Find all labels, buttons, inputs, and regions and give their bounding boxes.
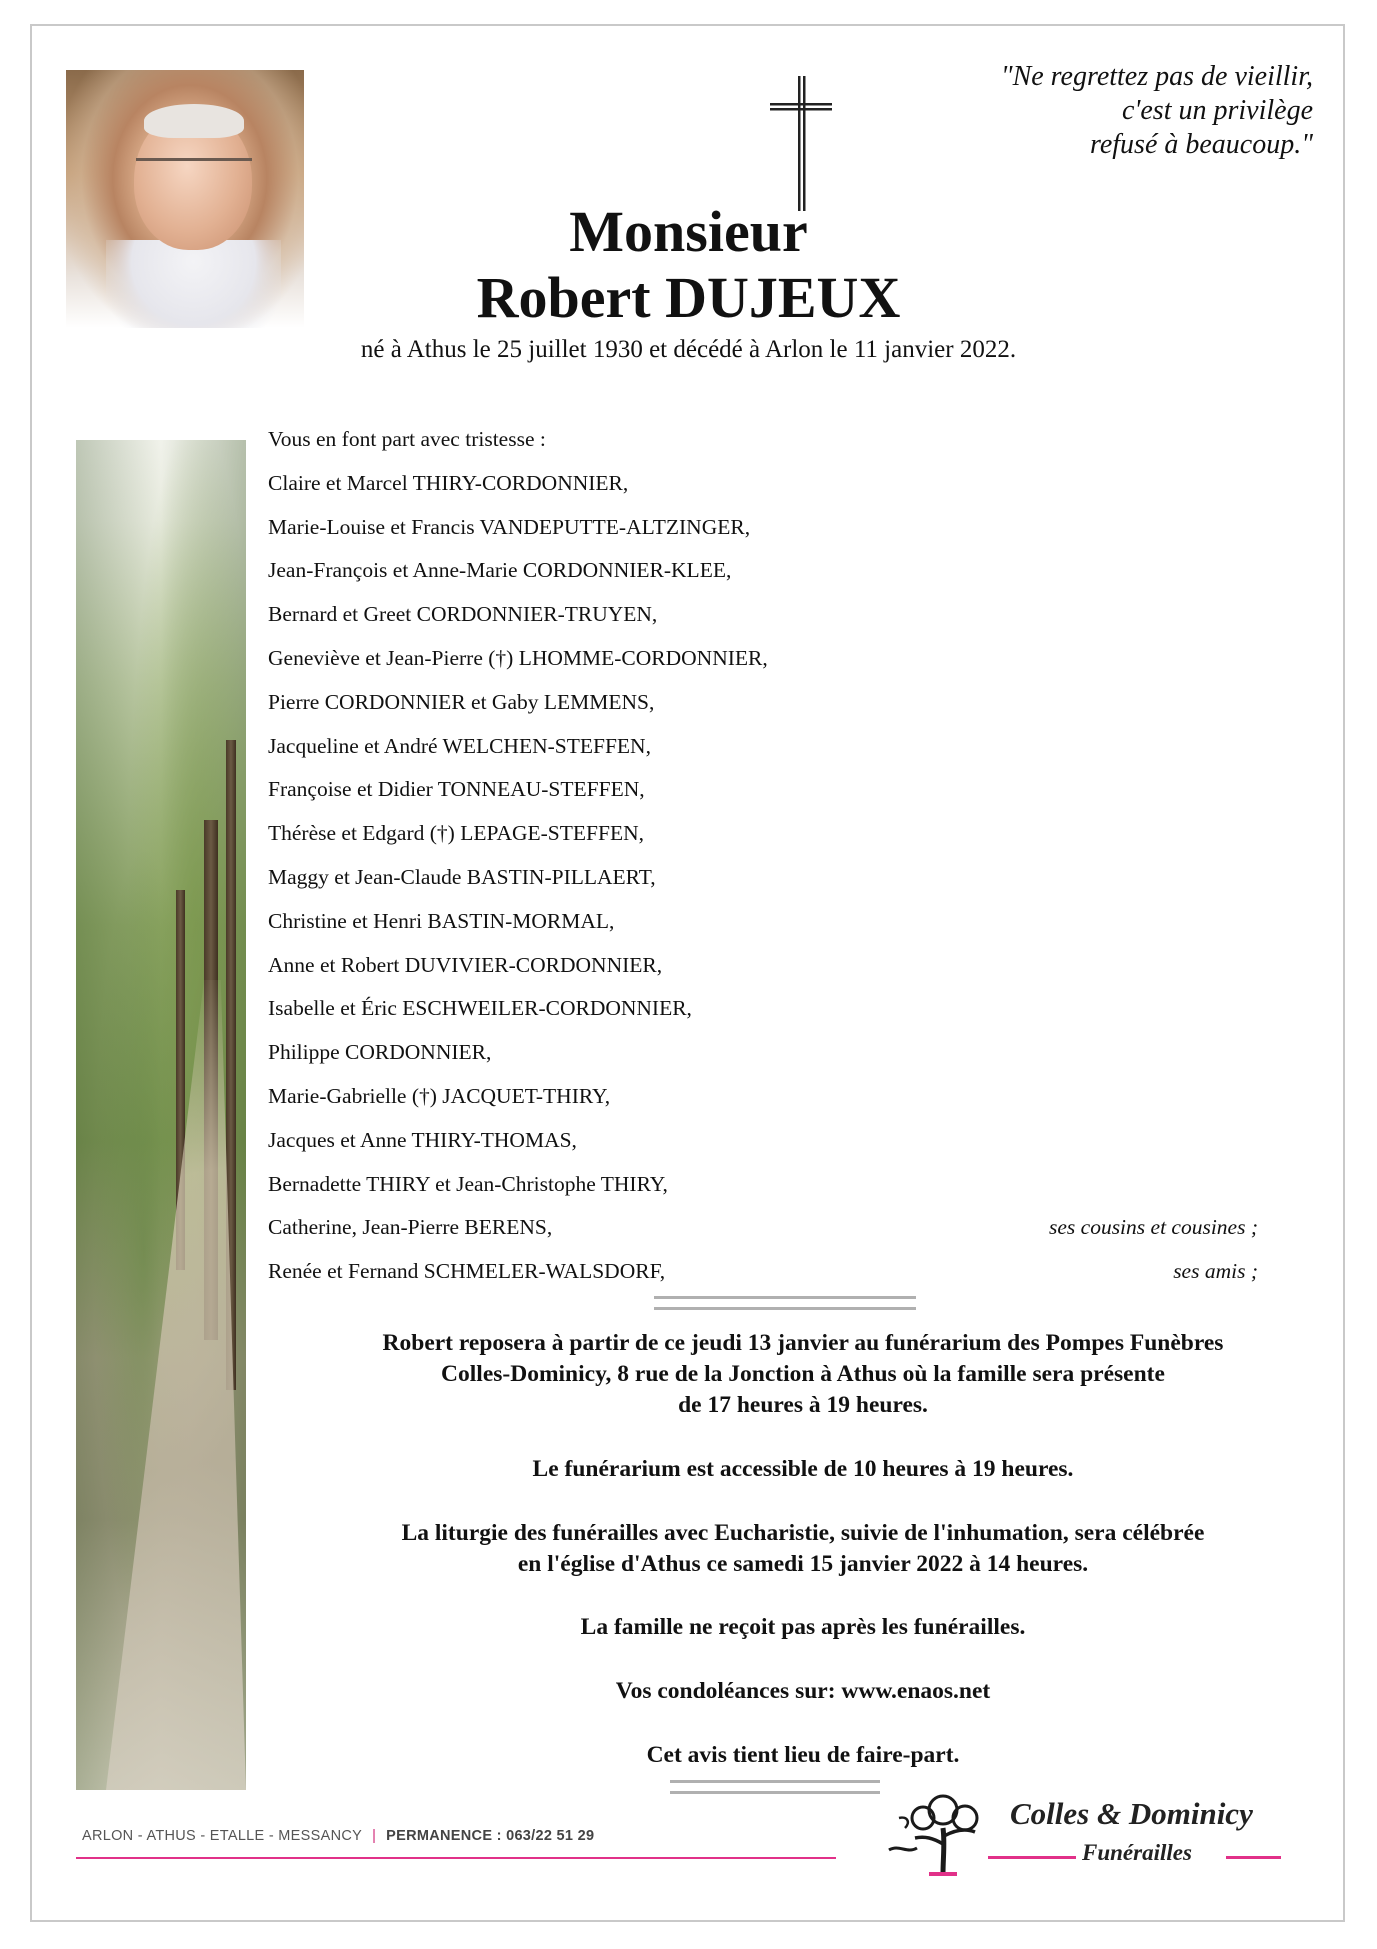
family-list xyxy=(268,418,1278,1294)
footer-permanence: PERMANENCE : 063/22 51 29 xyxy=(386,1828,595,1844)
info-line: Colles-Dominicy, 8 rue de la Jonction à Athus où la famille sera présente xyxy=(441,1361,1165,1387)
list-item: Thérèse et Edgard (†) LEPAGE-STEFFEN, xyxy=(268,821,644,846)
family-intro: Vous en font part avec tristesse : xyxy=(268,427,546,451)
footer-separator: | xyxy=(372,1828,377,1844)
relation-cousins: ses cousins et cousines ; xyxy=(1049,1215,1258,1240)
brand-accent-line-left xyxy=(988,1856,1076,1859)
footer-contact xyxy=(82,1828,594,1844)
list-item-with-relation xyxy=(268,1206,1278,1250)
list-item: Marie-Gabrielle (†) JACQUET-THIRY, xyxy=(268,1083,611,1108)
notice-note: Cet avis tient lieu de faire-part. xyxy=(646,1742,960,1768)
list-item: Marie-Louise et Francis VANDEPUTTE-ALTZINGER, xyxy=(268,514,751,539)
condolences-note: Vos condoléances sur: www.enaos.net xyxy=(615,1678,991,1704)
honorific-title: Monsieur xyxy=(569,199,808,264)
visitation-paragraph xyxy=(268,1328,1338,1421)
list-item: Bernard et Greet CORDONNIER-TRUYEN, xyxy=(268,602,658,627)
footer-accent-line xyxy=(76,1857,836,1859)
list-item: Maggy et Jean-Claude BASTIN-PILLAERT, xyxy=(268,864,656,889)
footer-locations: ARLON - ATHUS - ETALLE - MESSANCY xyxy=(82,1828,363,1844)
no-reception-note: La famille ne reçoit pas après les funérailles. xyxy=(580,1614,1026,1640)
brand-accent-line-right xyxy=(1226,1856,1281,1859)
info-line: de 17 heures à 19 heures. xyxy=(678,1392,928,1418)
list-item: Geneviève et Jean-Pierre (†) LHOMME-CORDONNIER, xyxy=(268,645,768,670)
info-line: en l'église d'Athus ce samedi 15 janvier 2022 à 14 heures. xyxy=(517,1551,1089,1577)
list-item: Pierre CORDONNIER et Gaby LEMMENS, xyxy=(268,689,655,714)
tree-logo-icon xyxy=(885,1788,995,1878)
info-line: La liturgie des funérailles avec Eucharistie, suivie de l'inhumation, sera célébrée xyxy=(401,1520,1205,1546)
list-item-label: Renée et Fernand SCHMELER-WALSDORF, xyxy=(268,1259,666,1284)
liturgy-paragraph xyxy=(268,1518,1338,1580)
list-item: Françoise et Didier TONNEAU-STEFFEN, xyxy=(268,777,645,802)
epigraph-quote xyxy=(873,60,1313,162)
quote-line: "Ne regrettez pas de vieillir, xyxy=(1000,61,1313,92)
list-item: Christine et Henri BASTIN-MORMAL, xyxy=(268,908,615,933)
list-item: Claire et Marcel THIRY-CORDONNIER, xyxy=(268,470,629,495)
list-item: Anne et Robert DUVIVIER-CORDONNIER, xyxy=(268,952,663,977)
list-item: Jacques et Anne THIRY-THOMAS, xyxy=(268,1127,577,1152)
birth-death-dates: né à Athus le 25 juillet 1930 et décédé à Arlon le 11 janvier 2022. xyxy=(360,336,1017,363)
list-item: Bernadette THIRY et Jean-Christophe THIRY, xyxy=(268,1171,668,1196)
divider-bottom xyxy=(670,1780,880,1794)
quote-line: refusé à beaucoup." xyxy=(1089,129,1313,160)
list-item: Jacqueline et André WELCHEN-STEFFEN, xyxy=(268,733,651,758)
divider-top xyxy=(654,1296,916,1310)
cross-icon xyxy=(770,76,832,211)
list-item: Isabelle et Éric ESCHWEILER-CORDONNIER, xyxy=(268,996,692,1021)
funerarium-hours: Le funérarium est accessible de 10 heures à 19 heures. xyxy=(532,1456,1074,1482)
brand-subtitle: Funérailles xyxy=(1082,1840,1192,1865)
list-item-with-relation xyxy=(268,1250,1278,1294)
forest-path-image xyxy=(76,440,246,1790)
list-item-label: Catherine, Jean-Pierre BERENS, xyxy=(268,1215,553,1240)
list-item: Philippe CORDONNIER, xyxy=(268,1040,492,1065)
relation-friends: ses amis ; xyxy=(1173,1259,1258,1284)
brand-name: Colles & Dominicy xyxy=(1010,1796,1253,1831)
deceased-name: Robert DUJEUX xyxy=(476,265,901,330)
quote-line: c'est un privilège xyxy=(1121,95,1313,126)
info-line: Robert reposera à partir de ce jeudi 13 janvier au funérarium des Pompes Funèbres xyxy=(382,1330,1224,1356)
list-item: Jean-François et Anne-Marie CORDONNIER-KLEE, xyxy=(268,558,732,583)
